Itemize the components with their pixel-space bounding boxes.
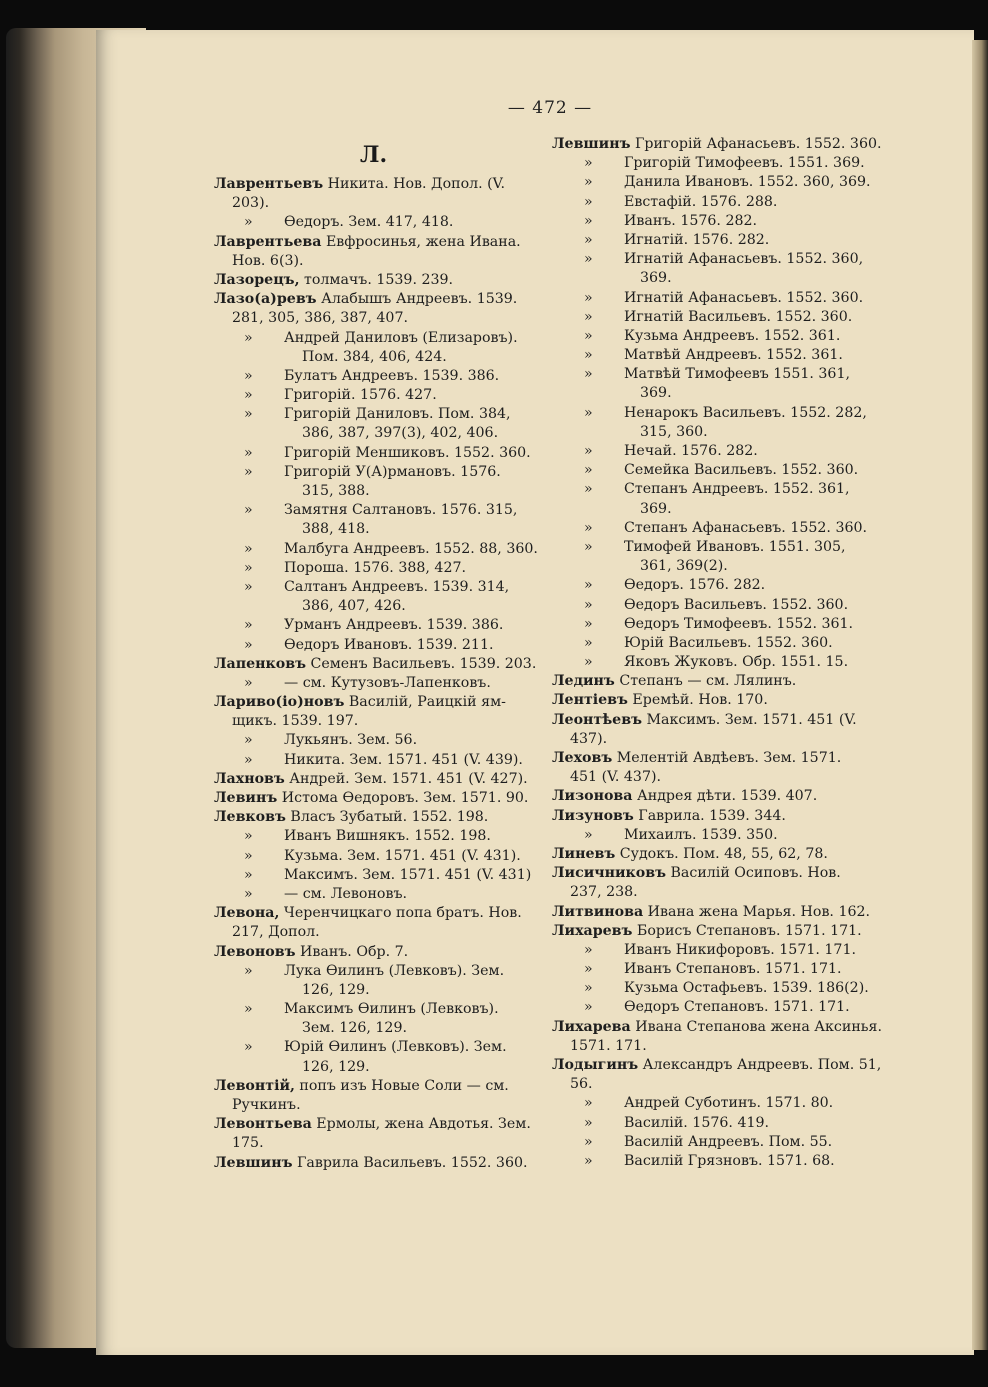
entry-text: Алабышъ Андреевъ. 1539.: [316, 291, 518, 308]
entry-text: Лукьянъ. Зем. 56.: [284, 732, 418, 749]
entry-text: Андрея дѣти. 1539. 407.: [632, 788, 818, 805]
entry-surname: Левонтій,: [214, 1077, 295, 1094]
entry-text: Черенчицкаго попа братъ. Нов.: [279, 905, 522, 922]
index-entry-line: [552, 768, 872, 787]
index-entry-line: [552, 787, 872, 806]
index-entry-line: [214, 501, 532, 520]
entry-text: Өедоръ Тимофеевъ. 1552. 361.: [624, 615, 854, 632]
entry-text: Василій Осиповъ. Нов.: [665, 865, 841, 882]
index-entry-line: [214, 943, 532, 962]
entry-text: Замятня Салтановъ. 1576. 315,: [284, 502, 518, 519]
entry-continuation: 126, 129.: [302, 1058, 370, 1075]
index-entry-line: [214, 616, 532, 635]
entry-text: — см. Левоновъ.: [284, 885, 407, 902]
ditto-mark: »: [584, 1095, 593, 1112]
index-entry-line: [214, 463, 532, 482]
entry-text: Никита. Нов. Допол. (V.: [323, 176, 505, 192]
entry-text: Игнатій Афанасьевъ. 1552. 360.: [624, 289, 864, 306]
entry-text: Евфросинья, жена Ивана.: [321, 233, 521, 250]
entry-surname: Лизуновъ: [552, 807, 634, 824]
index-entry-line: [552, 384, 872, 403]
index-entry-line: [552, 998, 872, 1017]
ditto-mark: »: [244, 540, 253, 557]
index-entry-line: [214, 885, 532, 904]
entry-text: Василій Грязновъ. 1571. 68.: [624, 1152, 835, 1169]
entry-text: Максимъ Өилинъ (Левковъ).: [284, 1001, 499, 1018]
ditto-mark: »: [584, 366, 593, 383]
ditto-mark: »: [244, 387, 253, 404]
index-entry-line: [214, 1058, 532, 1077]
index-entry-line: [552, 653, 872, 672]
entry-text: толмачъ. 1539. 239.: [299, 271, 454, 288]
entry-text: Еремѣй. Нов. 170.: [627, 692, 768, 709]
entry-surname: Лодыгинъ: [552, 1057, 639, 1073]
entry-surname: Левоновъ: [214, 943, 296, 960]
index-entry-line: [214, 424, 532, 443]
entry-text: Ненарокъ Васильевъ. 1552. 282,: [624, 404, 867, 421]
index-entry-line: [552, 615, 872, 634]
ditto-mark: »: [584, 519, 593, 536]
entry-text: Семейка Васильевъ. 1552. 360.: [624, 462, 859, 479]
entry-surname: Лаврентьевъ: [214, 176, 324, 192]
index-entry-line: [214, 348, 532, 367]
entry-surname: Лизонова: [552, 788, 633, 805]
entry-surname: Левшинъ: [552, 136, 631, 152]
entry-text: Максимъ. Зем. 1571. 451 (V. 431): [284, 866, 532, 883]
entry-text: Данила Ивановъ. 1552. 360, 369.: [624, 174, 871, 191]
index-entry-line: [552, 826, 872, 845]
entry-text: Григорій У(А)рмановъ. 1576.: [284, 463, 501, 480]
entry-text: Григорій Даниловъ. Пом. 384,: [284, 406, 511, 423]
index-entry-line: [214, 597, 532, 616]
index-entry-line: [552, 442, 872, 461]
index-entry-line: [214, 559, 532, 578]
entry-text: Кузьма. Зем. 1571. 451 (V. 431).: [284, 847, 521, 864]
entry-surname: Лаврентьева: [214, 233, 322, 250]
index-entry-line: [214, 712, 532, 731]
index-entry-line: [552, 903, 872, 922]
entry-text: Василій Андреевъ. Пом. 55.: [624, 1133, 833, 1150]
index-entry-line: [552, 154, 872, 173]
ditto-mark: »: [244, 1039, 253, 1056]
ditto-mark: »: [244, 885, 253, 902]
entry-text: Максимъ. Зем. 1571. 451 (V.: [641, 711, 857, 728]
index-entry-line: [552, 557, 872, 576]
entry-text: Нечай. 1576. 282.: [624, 443, 758, 459]
index-entry-line: [214, 962, 532, 981]
entry-text: Семенъ Васильевъ. 1539. 203.: [305, 655, 537, 672]
index-entry-line: [214, 386, 532, 405]
entry-text: Урманъ Андреевъ. 1539. 386.: [284, 617, 504, 634]
index-entry-line: [552, 1018, 882, 1037]
entry-continuation: 369.: [640, 500, 672, 517]
entry-text: Юрій Өилинъ (Левковъ). Зем.: [284, 1039, 507, 1056]
index-entry-line: [552, 960, 872, 979]
index-entry-line: [552, 1133, 872, 1152]
entry-continuation: 386, 387, 397(3), 402, 406.: [302, 425, 499, 442]
index-entry-line: [214, 789, 532, 808]
index-entry-line: [552, 691, 872, 710]
index-entry-line: [214, 194, 532, 213]
entry-text: Мелентій Авдѣевъ. Зем. 1571.: [612, 750, 842, 766]
index-entry-line: [552, 480, 872, 499]
index-entry-line: [214, 175, 532, 194]
entry-continuation: 237, 238.: [570, 884, 638, 901]
entry-surname: Леонтѣевъ: [552, 711, 642, 728]
ditto-mark: »: [584, 404, 593, 421]
entry-text: Евстафій. 1576. 288.: [624, 193, 778, 210]
entry-text: Степанъ Андреевъ. 1552. 361,: [624, 481, 850, 498]
entry-text: Григорій. 1576. 427.: [284, 387, 437, 404]
index-entry-line: [552, 173, 872, 192]
entry-continuation: 126, 129.: [302, 981, 370, 998]
index-entry-line: [214, 1077, 532, 1096]
index-entry-line: [214, 1134, 532, 1153]
index-entry-line: [214, 693, 532, 712]
ditto-mark: »: [584, 251, 593, 268]
entry-text: Иванъ. Обр. 7.: [295, 943, 409, 960]
ditto-mark: »: [244, 828, 253, 845]
index-entry-line: [214, 981, 532, 1000]
index-entry-line: [214, 444, 532, 463]
index-entry-line: [552, 1056, 882, 1075]
index-entry-line: [214, 923, 532, 942]
ditto-mark: »: [584, 1133, 593, 1150]
entry-text: Лука Өилинъ (Левковъ). Зем.: [284, 962, 505, 979]
index-entry-line: [214, 731, 532, 750]
entry-surname: Левковъ: [214, 809, 286, 826]
entry-continuation: 388, 418.: [302, 521, 370, 538]
index-entry-line: [552, 1152, 872, 1171]
index-entry-line: [552, 711, 872, 730]
index-entry-line: [552, 730, 872, 749]
index-column-left: [214, 175, 538, 1173]
ditto-mark: »: [244, 329, 253, 346]
index-entry-line: [552, 423, 872, 442]
index-entry-line: [552, 404, 872, 423]
index-entry-line: [214, 252, 532, 271]
index-entry-line: [552, 672, 872, 691]
index-entry-line: [214, 904, 532, 923]
ditto-mark: »: [244, 214, 253, 231]
ditto-mark: »: [584, 999, 593, 1016]
entry-surname: Лентіевъ: [552, 692, 628, 709]
index-entry-line: [552, 327, 872, 346]
entry-text: Иванъ Степановъ. 1571. 171.: [624, 961, 842, 978]
entry-text: Андрей. Зем. 1571. 451 (V. 427).: [284, 770, 528, 787]
index-entry-line: [552, 979, 872, 998]
index-entry-line: [552, 269, 872, 288]
index-entry-line: [552, 519, 872, 538]
index-entry-line: [214, 827, 532, 846]
entry-text: Ивана жена Марья. Нов. 162.: [643, 903, 871, 920]
entry-text: Александръ Андреевъ. Пом. 51,: [638, 1057, 882, 1073]
ditto-mark: »: [584, 481, 593, 498]
entry-continuation: Зем. 126, 129.: [302, 1020, 407, 1037]
entry-text: Василій, Раицкій ям-: [344, 694, 506, 711]
entry-surname: Левшинъ: [214, 1154, 293, 1171]
entry-surname: Левона,: [214, 905, 280, 922]
entry-text: Михаилъ. 1539. 350.: [624, 826, 778, 843]
entry-text: Яковъ Жуковъ. Обр. 1551. 15.: [624, 654, 849, 671]
entry-surname: Линевъ: [552, 845, 616, 862]
ditto-mark: »: [584, 961, 593, 978]
index-entry-line: [214, 482, 532, 501]
index-entry-line: [214, 1000, 532, 1019]
index-entry-line: [552, 308, 872, 327]
entry-surname: Лихаревъ: [552, 922, 633, 939]
ditto-mark: »: [584, 538, 593, 555]
entry-text: Малбуга Андреевъ. 1552. 88, 360.: [284, 540, 538, 557]
ditto-mark: »: [244, 559, 253, 576]
entry-continuation: 361, 369(2).: [640, 558, 728, 575]
page-number: — 472 —: [507, 98, 593, 118]
index-entry-line: [552, 1094, 872, 1113]
ditto-mark: »: [244, 674, 253, 691]
ditto-mark: »: [244, 578, 253, 595]
ditto-mark: »: [584, 347, 593, 364]
index-entry-line: [552, 346, 872, 365]
entry-surname: Леховъ: [552, 750, 613, 766]
index-entry-line: [552, 922, 872, 941]
entry-continuation: 203).: [232, 195, 270, 212]
ditto-mark: »: [584, 596, 593, 613]
entry-text: Истома Өедоровъ. Зем. 1571. 90.: [277, 790, 529, 806]
index-entry-line: [214, 520, 532, 539]
entry-text: Тимофей Ивановъ. 1551. 305,: [624, 538, 846, 555]
ditto-mark: »: [584, 577, 593, 594]
index-entry-line: [552, 845, 872, 864]
ditto-mark: »: [244, 463, 253, 480]
index-entry-line: [214, 578, 532, 597]
index-entry-line: [552, 864, 872, 883]
entry-text: Степанъ Афанасьевъ. 1552. 360.: [624, 519, 868, 536]
index-entry-line: [552, 289, 872, 308]
index-entry-line: [214, 271, 532, 290]
entry-surname: Литвинова: [552, 903, 644, 920]
entry-text: Андрей Суботинъ. 1571. 80.: [624, 1095, 834, 1112]
entry-text: Игнатій Афанасьевъ. 1552. 360,: [624, 251, 864, 268]
entry-text: Салтанъ Андреевъ. 1539. 314,: [284, 578, 510, 595]
entry-text: Өедоръ. 1576. 282.: [624, 577, 766, 594]
ditto-mark: »: [584, 1152, 593, 1169]
ditto-mark: »: [584, 1114, 593, 1131]
index-entry-line: [552, 883, 872, 902]
entry-continuation: 369.: [640, 270, 672, 287]
entry-text: Игнатій Васильевъ. 1552. 360.: [624, 308, 853, 325]
ditto-mark: »: [244, 1001, 253, 1018]
ditto-mark: »: [584, 155, 593, 172]
section-letter: Л.: [360, 142, 388, 168]
entry-text: — см. Кутузовъ-Лапенковъ.: [284, 674, 491, 691]
index-entry-line: [214, 770, 532, 789]
entry-continuation: 437).: [570, 730, 608, 747]
index-entry-line: [552, 807, 872, 826]
ditto-mark: »: [244, 406, 253, 423]
ditto-mark: »: [584, 289, 593, 306]
index-entry-line: [552, 231, 872, 250]
index-entry-line: [552, 941, 872, 960]
index-entry-line: [214, 1038, 532, 1057]
ditto-mark: »: [584, 443, 593, 459]
entry-text: Борисъ Степановъ. 1571. 171.: [632, 922, 862, 939]
ditto-mark: »: [244, 502, 253, 519]
index-entry-line: [214, 808, 532, 827]
index-entry-line: [552, 365, 872, 384]
index-entry-line: [552, 1114, 872, 1133]
index-entry-line: [552, 193, 872, 212]
entry-text: Юрій Васильевъ. 1552. 360.: [624, 634, 833, 651]
entry-continuation: Нов. 6(3).: [232, 252, 304, 269]
ditto-mark: »: [584, 634, 593, 651]
index-entry-line: [552, 1075, 872, 1094]
index-entry-line: [552, 212, 872, 231]
entry-continuation: 56.: [570, 1076, 593, 1093]
index-entry-line: [214, 1019, 532, 1038]
entry-text: попъ изъ Новые Соли — см.: [294, 1077, 509, 1094]
index-entry-line: [552, 1037, 872, 1056]
entry-text: Судокъ. Пом. 48, 55, 62, 78.: [615, 845, 828, 862]
entry-continuation: 315, 388.: [302, 483, 370, 499]
index-entry-line: [214, 309, 532, 328]
ditto-mark: »: [584, 174, 593, 191]
entry-surname: Лисичниковъ: [552, 865, 666, 882]
index-entry-line: [214, 405, 532, 424]
entry-text: Иванъ. 1576. 282.: [624, 212, 758, 229]
entry-surname: Левонтьева: [214, 1116, 312, 1133]
ditto-mark: »: [244, 636, 253, 653]
entry-text: Өедоръ Ивановъ. 1539. 211.: [284, 636, 494, 653]
entry-text: Кузьма Остафьевъ. 1539. 186(2).: [624, 980, 869, 997]
ditto-mark: »: [244, 751, 253, 768]
index-entry-line: [214, 213, 532, 232]
entry-text: Пороша. 1576. 388, 427.: [284, 559, 467, 576]
index-column-right: [552, 135, 882, 1171]
entry-text: Өедоръ Степановъ. 1571. 171.: [624, 999, 850, 1016]
entry-continuation: Ручкинъ.: [232, 1097, 301, 1113]
ditto-mark: »: [244, 444, 253, 461]
entry-text: Андрей Даниловъ (Елизаровъ).: [284, 329, 518, 346]
index-entry-line: [214, 847, 532, 866]
index-entry-line: [214, 367, 532, 386]
entry-text: Григорій Меншиковъ. 1552. 360.: [284, 444, 531, 461]
entry-continuation: 175.: [232, 1135, 264, 1152]
ditto-mark: »: [584, 980, 593, 997]
entry-continuation: 369.: [640, 385, 672, 402]
entry-text: Матвѣй Тимофеевъ 1551. 361,: [624, 366, 850, 383]
entry-text: Григорій Афанасьевъ. 1552. 360.: [630, 136, 882, 152]
entry-text: Өедоръ. Зем. 417, 418.: [284, 214, 454, 231]
entry-text: Иванъ Вишнякъ. 1552. 198.: [284, 828, 491, 845]
ditto-mark: »: [244, 617, 253, 634]
entry-text: Гаврила Васильевъ. 1552. 360.: [292, 1154, 528, 1171]
index-entry-line: [552, 135, 882, 154]
index-entry-line: [552, 749, 872, 768]
entry-text: Өедоръ Васильевъ. 1552. 360.: [624, 596, 849, 613]
index-entry-line: [214, 1115, 532, 1134]
index-entry-line: [214, 233, 532, 252]
entry-text: Степанъ — см. Лялинъ.: [614, 673, 797, 690]
entry-continuation: Пом. 384, 406, 424.: [302, 348, 447, 365]
entry-text: Власъ Зубатый. 1552. 198.: [285, 809, 489, 826]
entry-surname: Лариво(іо)новъ: [214, 694, 345, 711]
index-entry-line: [214, 866, 532, 885]
ditto-mark: »: [244, 732, 253, 749]
index-entry-line: [214, 290, 532, 309]
ditto-mark: »: [244, 866, 253, 883]
index-entry-line: [552, 634, 872, 653]
entry-text: Гаврила. 1539. 344.: [633, 807, 786, 824]
index-entry-line: [552, 500, 872, 519]
index-entry-line: [552, 596, 872, 615]
entry-continuation: 217, Допол.: [232, 924, 320, 941]
ditto-mark: »: [584, 826, 593, 843]
ditto-mark: »: [584, 327, 593, 344]
index-entry-line: [552, 576, 872, 595]
entry-continuation: 315, 360.: [640, 423, 708, 440]
entry-continuation: 386, 407, 426.: [302, 598, 406, 615]
index-entry-line: [214, 329, 532, 348]
facing-page-edge: [972, 40, 988, 1350]
index-entry-line: [214, 751, 532, 770]
index-entry-line: [214, 674, 532, 693]
entry-text: Григорій Тимофеевъ. 1551. 369.: [624, 155, 865, 172]
entry-text: Ивана Степанова жена Аксинья.: [630, 1018, 882, 1035]
entry-continuation: щикъ. 1539. 197.: [232, 713, 359, 730]
ditto-mark: »: [584, 193, 593, 210]
index-entry-line: [214, 1154, 532, 1173]
entry-text: Игнатій. 1576. 282.: [624, 231, 770, 248]
entry-text: Матвѣй Андреевъ. 1552. 361.: [624, 347, 843, 364]
entry-text: Иванъ Никифоровъ. 1571. 171.: [624, 941, 856, 958]
ditto-mark: »: [244, 847, 253, 864]
entry-surname: Левинъ: [214, 790, 278, 806]
ditto-mark: »: [584, 654, 593, 671]
entry-text: Василій. 1576. 419.: [624, 1114, 770, 1131]
entry-surname: Лединъ: [552, 673, 615, 690]
entry-continuation: 451 (V. 437).: [570, 769, 662, 786]
entry-text: Булатъ Андреевъ. 1539. 386.: [284, 367, 500, 384]
ditto-mark: »: [584, 941, 593, 958]
entry-surname: Лазорецъ,: [214, 271, 300, 288]
index-entry-line: [214, 540, 538, 559]
entry-text: Ермолы, жена Авдотья. Зем.: [311, 1116, 531, 1133]
entry-continuation: 281, 305, 386, 387, 407.: [232, 310, 408, 327]
ditto-mark: »: [244, 367, 253, 384]
entry-text: Кузьма Андреевъ. 1552. 361.: [624, 327, 841, 344]
index-entry-line: [214, 1096, 532, 1115]
ditto-mark: »: [584, 231, 593, 248]
index-entry-line: [214, 655, 537, 674]
entry-surname: Лахновъ: [214, 770, 285, 787]
ditto-mark: »: [584, 308, 593, 325]
ditto-mark: »: [584, 615, 593, 632]
entry-surname: Лапенковъ: [214, 655, 306, 672]
entry-text: Никита. Зем. 1571. 451 (V. 439).: [284, 751, 523, 768]
entry-surname: Лихарева: [552, 1018, 631, 1035]
index-entry-line: [552, 538, 872, 557]
entry-surname: Лазо(а)ревъ: [214, 291, 317, 308]
entry-continuation: 1571. 171.: [570, 1037, 647, 1054]
ditto-mark: »: [244, 962, 253, 979]
index-entry-line: [214, 636, 532, 655]
ditto-mark: »: [584, 462, 593, 479]
index-entry-line: [552, 250, 872, 269]
index-entry-line: [552, 461, 872, 480]
ditto-mark: »: [584, 212, 593, 229]
